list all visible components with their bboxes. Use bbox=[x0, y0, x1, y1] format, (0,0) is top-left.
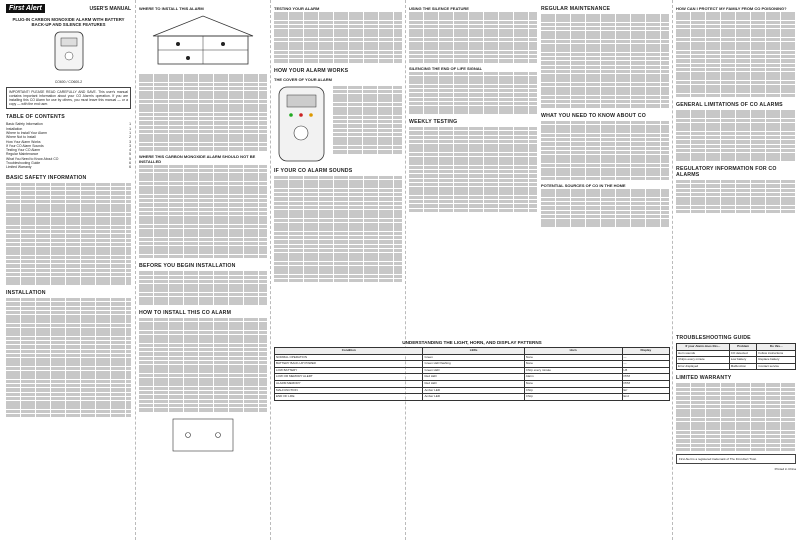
table-row: ALARM MEMORY Red LED None PPM bbox=[275, 380, 670, 387]
product-title: PLUG-IN CARBON MONOXIDE ALARM WITH BATTERY BACK-UP AND SILENCE FEATURES bbox=[12, 17, 125, 27]
limitations-heading: GENERAL LIMITATIONS OF CO ALARMS bbox=[676, 102, 783, 109]
table-row: END OF LIFE Amber LED Chirp End bbox=[275, 394, 670, 401]
table-row: Error displayed Malfunction Contact service bbox=[677, 363, 796, 370]
table-header: Condition bbox=[275, 348, 423, 355]
column-3 bbox=[274, 0, 402, 540]
table-header: If your Alarm does this... bbox=[677, 344, 730, 351]
table-header: Do this... bbox=[757, 344, 796, 351]
fold-line bbox=[135, 0, 136, 540]
where-install-heading: WHERE TO INSTALL THIS ALARM bbox=[139, 6, 204, 11]
mounting-diagram bbox=[139, 415, 267, 460]
text-block bbox=[139, 271, 267, 305]
toc-item[interactable]: Where Not to Install 2 bbox=[6, 135, 131, 140]
end-of-life-heading: SILENCING THE END OF LIFE SIGNAL bbox=[409, 65, 483, 71]
printed-in: Printed in China bbox=[774, 467, 796, 472]
toc-item[interactable]: Testing Your CO Alarm 4 bbox=[6, 148, 131, 153]
basic-safety-heading: BASIC SAFETY INFORMATION bbox=[6, 174, 87, 181]
table-row: Horn sounds CO detected Follow instructions bbox=[677, 350, 796, 357]
table-row: LOW OR MEMORY ALERT Red LED Alarm PPM bbox=[275, 374, 670, 381]
column-2 bbox=[139, 0, 267, 540]
column-1 bbox=[6, 0, 131, 540]
sources-heading: POTENTIAL SOURCES OF CO IN THE HOME bbox=[541, 183, 626, 189]
table-header: Display bbox=[622, 348, 669, 355]
text-block bbox=[6, 183, 131, 285]
manual-label: USER'S MANUAL bbox=[89, 5, 131, 12]
text-block bbox=[274, 176, 402, 283]
toc-item[interactable]: Where to Install Your Alarm 1 bbox=[6, 130, 131, 135]
table-row: MALFUNCTION Amber LED Chirp Err bbox=[275, 387, 670, 394]
before-install-heading: BEFORE YOU BEGIN INSTALLATION bbox=[139, 263, 236, 270]
fold-line bbox=[672, 0, 673, 540]
text-block bbox=[409, 72, 537, 114]
table-header: Problem bbox=[729, 344, 757, 351]
troubleshooting-block bbox=[676, 330, 796, 471]
what-know-heading: WHAT YOU NEED TO KNOW ABOUT CO bbox=[541, 112, 646, 119]
protect-heading: HOW CAN I PROTECT MY FAMILY FROM CO POISONING? bbox=[676, 6, 787, 11]
text-block bbox=[139, 165, 267, 259]
toc-title: TABLE OF CONTENTS bbox=[6, 114, 65, 121]
where-not-heading: WHERE THIS CARBON MONOXIDE ALARM SHOULD NOT BE INSTALLED bbox=[139, 153, 256, 164]
text-block bbox=[541, 189, 669, 227]
fold-line bbox=[405, 0, 406, 540]
silence-heading: USING THE SILENCE FEATURE bbox=[409, 6, 469, 11]
toc-item[interactable]: What You Need to Know About CO 5 bbox=[6, 156, 131, 161]
test-alarm-heading: TESTING YOUR ALARM bbox=[274, 6, 320, 11]
toc-item[interactable]: Regular Maintenance 5 bbox=[6, 152, 131, 157]
if-sounds-heading: IF YOUR CO ALARM SOUNDS bbox=[274, 167, 353, 174]
toc-item[interactable]: Basic Safety Information 1 bbox=[6, 122, 131, 127]
toc-item[interactable]: Limited Warranty 6 bbox=[6, 165, 131, 170]
toc-item[interactable]: Troubleshooting Guide 6 bbox=[6, 161, 131, 166]
regular-heading: REGULAR MAINTENANCE bbox=[541, 6, 611, 12]
product-illustration bbox=[6, 30, 131, 77]
house-diagram bbox=[139, 14, 267, 71]
text-block bbox=[409, 127, 537, 212]
text-block bbox=[676, 110, 796, 161]
brand-logo: First Alert bbox=[6, 4, 45, 13]
text-block bbox=[541, 14, 669, 108]
text-block bbox=[6, 298, 131, 418]
text-block bbox=[541, 121, 669, 180]
toc-item[interactable]: If Your CO Alarm Sounds 3 bbox=[6, 143, 131, 148]
cover-heading: THE COVER OF YOUR ALARM bbox=[274, 76, 333, 82]
patterns-table-title: UNDERSTANDING THE LIGHT, HORN, AND DISPLAY PATTERNS bbox=[402, 340, 542, 345]
column-5 bbox=[541, 0, 669, 540]
cover-legend bbox=[333, 85, 402, 163]
table-row: BATTERY BACK-UP POWER Green LED flashing None --- bbox=[275, 361, 670, 368]
how-install-heading: HOW TO INSTALL THIS CO ALARM bbox=[139, 309, 232, 316]
toc-item[interactable]: Installation 1 bbox=[6, 126, 131, 131]
text-block bbox=[676, 180, 796, 214]
column-4 bbox=[409, 0, 537, 540]
text-block bbox=[139, 74, 267, 151]
model-number: CO600 / CO600-2 bbox=[54, 80, 83, 84]
how-works-heading: HOW YOUR ALARM WORKS bbox=[274, 67, 349, 74]
patterns-table bbox=[274, 347, 670, 401]
table-header: LEDs bbox=[423, 348, 524, 355]
text-block bbox=[409, 12, 537, 63]
weekly-heading: WEEKLY TESTING bbox=[409, 118, 458, 125]
troubleshooting-heading: TROUBLESHOOTING GUIDE bbox=[676, 335, 751, 341]
text-block bbox=[676, 12, 796, 97]
text-block bbox=[139, 318, 267, 412]
text-block bbox=[676, 383, 796, 451]
warranty-heading: LIMITED WARRANTY bbox=[676, 375, 732, 382]
regulatory-heading: REGULATORY INFORMATION FOR CO ALARMS bbox=[676, 165, 777, 178]
toc-list bbox=[6, 122, 131, 169]
important-warning: IMPORTANT! PLEASE READ CAREFULLY AND SAVE. This user's manual contains important information about your CO Alarm's operation. If you are installing this CO Alarm for use by others, you must leave this manual — or a copy — with the end user. bbox=[6, 87, 131, 109]
table-row: NORMAL OPERATION Green None --- bbox=[275, 354, 670, 361]
troubleshooting-table bbox=[676, 343, 796, 370]
installation-heading: INSTALLATION bbox=[6, 289, 46, 296]
table-row: LOW BATTERY Green LED Chirp every minute LB bbox=[275, 367, 670, 374]
footer-note: First Alert is a registered trademark of The First Alert Trust. bbox=[676, 454, 796, 464]
text-block bbox=[274, 12, 402, 63]
cover-diagram bbox=[274, 85, 402, 163]
fold-line bbox=[270, 0, 271, 540]
table-header: Horn bbox=[524, 348, 622, 355]
patterns-table-block bbox=[274, 340, 670, 401]
toc-item[interactable]: How Your Alarm Works 3 bbox=[6, 139, 131, 144]
table-row: Chirps every minute Low battery Replace battery bbox=[677, 357, 796, 364]
